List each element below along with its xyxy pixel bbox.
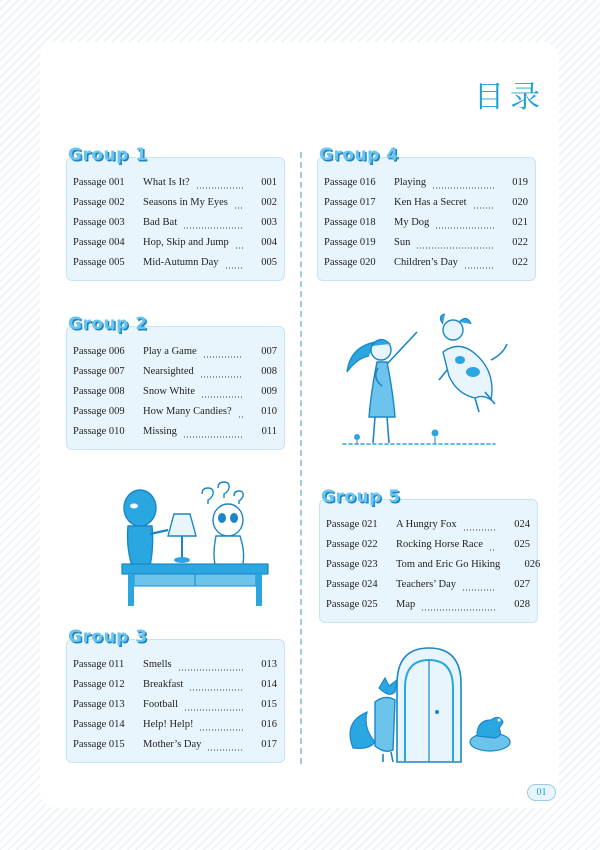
dot-leader xyxy=(207,749,243,751)
passage-title: Play a Game xyxy=(143,346,197,357)
dot-leader xyxy=(199,729,243,731)
page-ref: 020 xyxy=(512,197,528,208)
passage-label: Passage 017 xyxy=(324,197,376,208)
toc-row[interactable] xyxy=(66,217,285,237)
dot-leader xyxy=(225,267,243,269)
toc-row[interactable] xyxy=(319,519,538,539)
passage-title: Bad Bat xyxy=(143,217,178,228)
toc-row[interactable] xyxy=(66,679,285,699)
toc-row[interactable] xyxy=(317,177,536,197)
passage-title: Ken Has a Secret xyxy=(394,197,467,208)
passage-label: Passage 020 xyxy=(324,257,376,268)
passage-label: Passage 014 xyxy=(73,719,125,730)
toc-row[interactable] xyxy=(317,217,536,237)
page-ref: 005 xyxy=(261,257,277,268)
group-1 xyxy=(66,145,285,281)
passage-title: Breakfast xyxy=(143,679,184,690)
passage-title: Hop, Skip and Jump xyxy=(143,237,229,248)
passage-label: Passage 003 xyxy=(73,217,125,228)
passage-label: Passage 009 xyxy=(73,406,125,417)
dot-leader xyxy=(201,396,243,398)
hen-in-nest xyxy=(470,717,510,751)
page-ref: 010 xyxy=(261,406,277,417)
toc-row[interactable] xyxy=(317,257,536,277)
passage-title: How Many Candies? xyxy=(143,406,232,417)
page-ref: 001 xyxy=(261,177,277,188)
passage-title: Help! Help! xyxy=(143,719,194,730)
group-2 xyxy=(66,314,285,450)
passage-label: Passage 024 xyxy=(326,579,378,590)
passage-label: Passage 021 xyxy=(326,519,378,530)
girl-figure xyxy=(347,332,417,443)
passage-title: Playing xyxy=(394,177,427,188)
passage-title: Map xyxy=(396,599,416,610)
aliens-at-desk-illustration xyxy=(110,478,280,610)
passage-label: Passage 008 xyxy=(73,386,125,397)
toc-row[interactable] xyxy=(66,659,285,679)
fox xyxy=(350,678,397,762)
page-ref: 008 xyxy=(261,366,277,377)
page-ref: 022 xyxy=(512,257,528,268)
dot-leader xyxy=(432,187,494,189)
toc-list xyxy=(319,519,541,619)
passage-label: Passage 016 xyxy=(324,177,376,188)
dot-leader xyxy=(464,267,494,269)
white-alien xyxy=(213,504,244,568)
passage-title: Teachers’ Day xyxy=(396,579,456,590)
group-header: Group 2 xyxy=(68,314,148,334)
dot-leader xyxy=(462,589,496,591)
dog-figure xyxy=(439,314,507,412)
page-ref: 015 xyxy=(261,699,277,710)
flowers xyxy=(354,430,439,445)
page-ref: 016 xyxy=(261,719,277,730)
toc-row[interactable] xyxy=(317,197,536,217)
dot-leader xyxy=(435,227,494,229)
toc-row[interactable] xyxy=(66,406,285,426)
page-ref: 024 xyxy=(514,519,530,530)
toc-list xyxy=(66,346,285,446)
page-ref: 014 xyxy=(261,679,277,690)
passage-title: Football xyxy=(143,699,179,710)
dot-leader xyxy=(463,529,496,531)
passage-label: Passage 025 xyxy=(326,599,378,610)
dot-leader xyxy=(189,689,243,691)
lamp xyxy=(168,514,196,563)
door xyxy=(397,648,461,762)
dot-leader xyxy=(234,207,243,209)
page-ref: 013 xyxy=(261,659,277,670)
passage-title: Children’s Day xyxy=(394,257,458,268)
page-ref: 019 xyxy=(512,177,528,188)
page-ref: 027 xyxy=(514,579,530,590)
toc-row[interactable] xyxy=(319,559,541,579)
passage-label: Passage 004 xyxy=(73,237,125,248)
toc-row[interactable] xyxy=(66,386,285,406)
toc-row[interactable] xyxy=(66,426,285,446)
group-header: Group 5 xyxy=(321,487,401,507)
passage-title: Tom and Eric Go Hiking xyxy=(396,559,501,570)
dot-leader xyxy=(238,416,243,418)
passage-label: Passage 013 xyxy=(73,699,125,710)
passage-title: Smells xyxy=(143,659,172,670)
page-ref: 004 xyxy=(261,237,277,248)
toc-row[interactable] xyxy=(66,237,285,257)
dot-leader xyxy=(178,669,243,671)
fox-at-door-illustration xyxy=(345,642,525,767)
toc-row[interactable] xyxy=(66,257,285,277)
passage-label: Passage 023 xyxy=(326,559,378,570)
dot-leader xyxy=(421,609,496,611)
toc-list xyxy=(317,177,536,277)
passage-label: Passage 012 xyxy=(73,679,125,690)
toc-row[interactable] xyxy=(317,237,536,257)
group-3 xyxy=(66,627,285,763)
group-4 xyxy=(317,145,536,281)
dot-leader xyxy=(183,227,243,229)
passage-title: Sun xyxy=(394,237,411,248)
passage-title: Nearsighted xyxy=(143,366,194,377)
toc-row[interactable] xyxy=(66,719,285,739)
dot-leader xyxy=(183,436,243,438)
group-5 xyxy=(319,487,541,623)
passage-title: What Is It? xyxy=(143,177,190,188)
dot-leader xyxy=(200,376,243,378)
passage-label: Passage 002 xyxy=(73,197,125,208)
desk xyxy=(122,564,268,606)
passage-label: Passage 018 xyxy=(324,217,376,228)
toc-row[interactable] xyxy=(66,177,285,197)
group-header: Group 3 xyxy=(68,627,148,647)
passage-label: Passage 010 xyxy=(73,426,125,437)
page-ref: 002 xyxy=(261,197,277,208)
passage-title: Mother’s Day xyxy=(143,739,202,750)
toc-list xyxy=(66,177,285,277)
dot-leader xyxy=(416,247,494,249)
column-divider xyxy=(300,152,302,764)
toc-row[interactable] xyxy=(319,539,538,559)
dot-leader xyxy=(196,187,243,189)
passage-label: Passage 005 xyxy=(73,257,125,268)
passage-title: Rocking Horse Race xyxy=(396,539,483,550)
girl-and-dog-illustration xyxy=(335,312,520,457)
passage-label: Passage 019 xyxy=(324,237,376,248)
passage-title: My Dog xyxy=(394,217,430,228)
toc-row[interactable] xyxy=(66,346,285,366)
toc-row[interactable] xyxy=(66,366,285,386)
page-ref: 003 xyxy=(261,217,277,228)
page-ref: 026 xyxy=(524,559,541,570)
passage-title: Snow White xyxy=(143,386,196,397)
page-ref: 025 xyxy=(514,539,530,550)
dot-leader xyxy=(473,207,494,209)
question-marks xyxy=(202,482,243,504)
dot-leader xyxy=(203,356,243,358)
toc-row[interactable] xyxy=(319,599,538,619)
toc-row[interactable] xyxy=(66,197,285,217)
page-ref: 007 xyxy=(261,346,277,357)
blue-alien xyxy=(124,490,168,566)
passage-title: Mid-Autumn Day xyxy=(143,257,219,268)
dot-leader xyxy=(184,709,243,711)
passage-label: Passage 006 xyxy=(73,346,125,357)
page-ref: 028 xyxy=(514,599,530,610)
passage-label: Passage 015 xyxy=(73,739,125,750)
passage-label: Passage 011 xyxy=(73,659,125,670)
passage-label: Passage 022 xyxy=(326,539,378,550)
page-ref: 009 xyxy=(261,386,277,397)
passage-title: Seasons in My Eyes xyxy=(143,197,228,208)
page-ref: 017 xyxy=(261,739,277,750)
page-ref: 021 xyxy=(512,217,528,228)
dot-leader xyxy=(235,247,243,249)
toc-row[interactable] xyxy=(319,579,538,599)
page-ref: 022 xyxy=(512,237,528,248)
page-title: 目录 xyxy=(474,80,546,115)
passage-title: Missing xyxy=(143,426,177,437)
page-ref: 011 xyxy=(261,426,277,437)
passage-label: Passage 001 xyxy=(73,177,125,188)
dot-leader xyxy=(489,549,496,551)
page-number-badge: 01 xyxy=(527,784,556,801)
toc-list xyxy=(66,659,285,759)
passage-label: Passage 007 xyxy=(73,366,125,377)
group-header: Group 1 xyxy=(68,145,148,165)
toc-row[interactable] xyxy=(66,739,285,759)
toc-row[interactable] xyxy=(66,699,285,719)
passage-title: A Hungry Fox xyxy=(396,519,457,530)
group-header: Group 4 xyxy=(319,145,399,165)
